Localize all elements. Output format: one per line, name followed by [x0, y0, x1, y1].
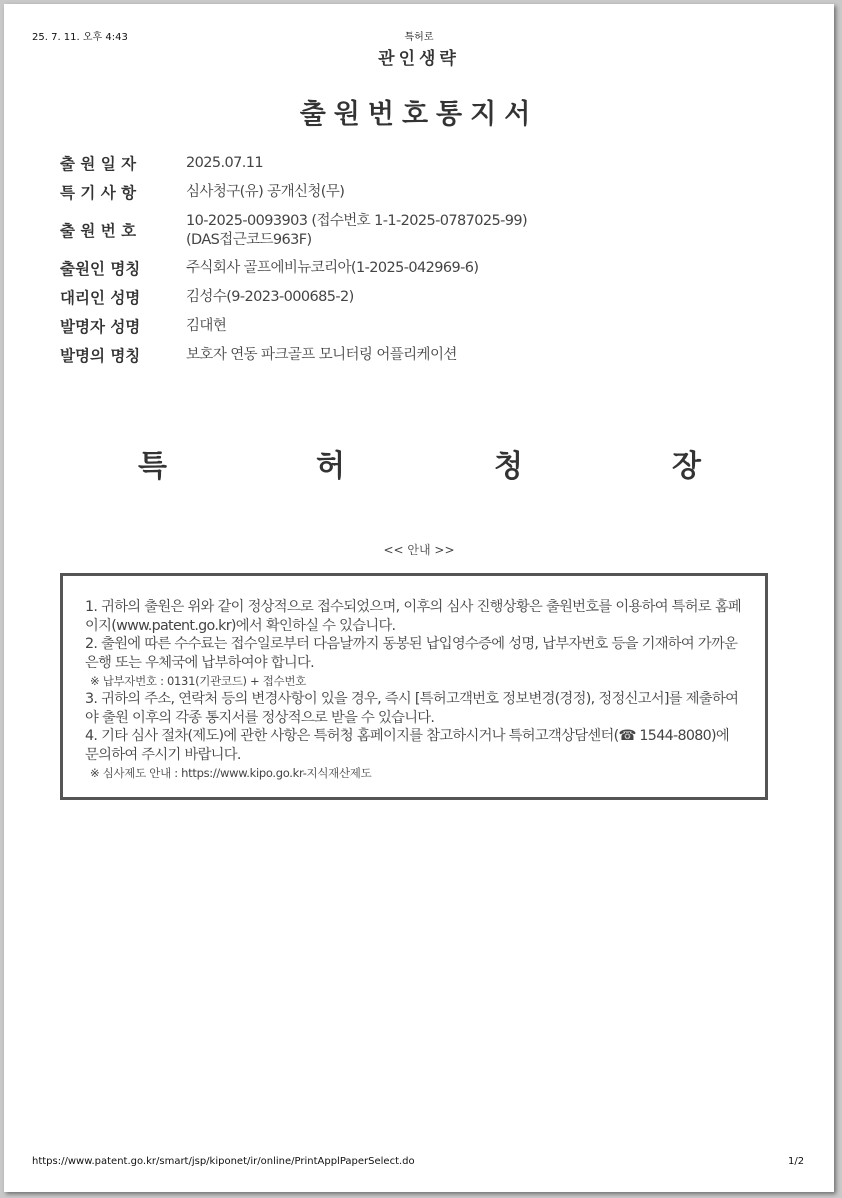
- value-line: 주식회사 골프에비뉴코리아(1-2025-042969-6): [186, 260, 479, 276]
- field-filing-date: [60, 154, 800, 174]
- notice-box: [60, 573, 768, 800]
- field-value: [186, 212, 527, 250]
- field-special-notes: [60, 183, 800, 203]
- field-value: [186, 317, 226, 336]
- value-line: 보호자 연동 파크골프 모니터링 어플리케이션: [186, 347, 457, 363]
- application-fields: [60, 154, 800, 375]
- notice-note-exam-system: ※ 심사제도 안내 : https://www.kipo.go.kr-지식재산제도: [90, 766, 372, 780]
- print-url: https://www.patent.go.kr/smart/jsp/kiponet/ir/online/PrintApplPaperSelect.do: [32, 1156, 415, 1167]
- print-datetime: 25. 7. 11. 오후 4:43: [32, 32, 128, 43]
- field-value: [186, 346, 457, 365]
- page-number: 1/2: [788, 1156, 805, 1167]
- field-inventor-name: [60, 317, 800, 337]
- value-line: 2025.07.11: [186, 155, 264, 171]
- field-value: [186, 154, 263, 173]
- field-label: 발명자 성명: [60, 318, 141, 336]
- field-invention-title: [60, 346, 800, 366]
- document-title: 출원번호통지서: [299, 99, 539, 130]
- notice-note-payer-number: ※ 납부자번호 : 0131(기관코드) + 접수번호: [90, 674, 306, 688]
- notice-heading: << 안내 >>: [383, 543, 455, 557]
- field-agent-name: [60, 288, 800, 308]
- field-value: [186, 183, 344, 202]
- print-page-title: 특허로: [404, 32, 434, 43]
- field-application-number: [60, 212, 800, 250]
- notice-item-3: 3. 귀하의 주소, 연락처 등의 변경사항이 있을 경우, 즉시 [특허고객번호 정보변경(경정), 정정신고서]를 제출하여야 출원 이후의 각종 통지서를 정상적으로 받을 수 있습니다.: [85, 691, 739, 726]
- signature-char: 청: [494, 449, 523, 484]
- document-page: [4, 4, 834, 1192]
- notice-item-4: 4. 기타 심사 절차(제도)에 관한 사항은 특허청 홈페이지를 참고하시거나 특허고객상담센터(☎ 1544-8080)에 문의하여 주시기 바랍니다.: [85, 728, 730, 763]
- seal-omitted-mark: 관인생략: [378, 49, 460, 69]
- field-label: 출 원 일 자: [60, 155, 137, 173]
- signature-char: 특: [138, 449, 167, 484]
- field-label: 발명의 명칭: [60, 347, 141, 365]
- value-line: (DAS접근코드963F): [186, 232, 312, 248]
- notice-item-2: 2. 출원에 따른 수수료는 접수일로부터 다음날까지 동봉된 납입영수증에 성명, 납부자번호 등을 기재하여 가까운 은행 또는 우체국에 납부하여야 합니다.: [85, 636, 738, 671]
- field-label: 특 기 사 항: [60, 184, 137, 202]
- value-line: 심사청구(유) 공개신청(무): [186, 184, 345, 200]
- value-line: 김성수(9-2023-000685-2): [186, 289, 354, 305]
- notice-item-1: 1. 귀하의 출원은 위와 같이 정상적으로 접수되었으며, 이후의 심사 진행상황은 출원번호를 이용하여 특허로 홈페이지(www.patent.go.kr)에서 확인하실 수 있습니다.: [85, 599, 742, 634]
- value-line: 김대현: [186, 318, 227, 334]
- value-line: 10-2025-0093903 (접수번호 1-1-2025-0787025-99): [186, 213, 528, 229]
- field-label: 출 원 번 호: [60, 222, 137, 240]
- field-label: 출원인 명칭: [60, 260, 141, 278]
- field-value: [186, 288, 354, 307]
- field-label: 대리인 성명: [60, 289, 141, 307]
- signature-char: 장: [672, 449, 701, 484]
- signature-char: 허: [316, 449, 345, 484]
- field-value: [186, 259, 478, 278]
- field-applicant-name: [60, 259, 800, 279]
